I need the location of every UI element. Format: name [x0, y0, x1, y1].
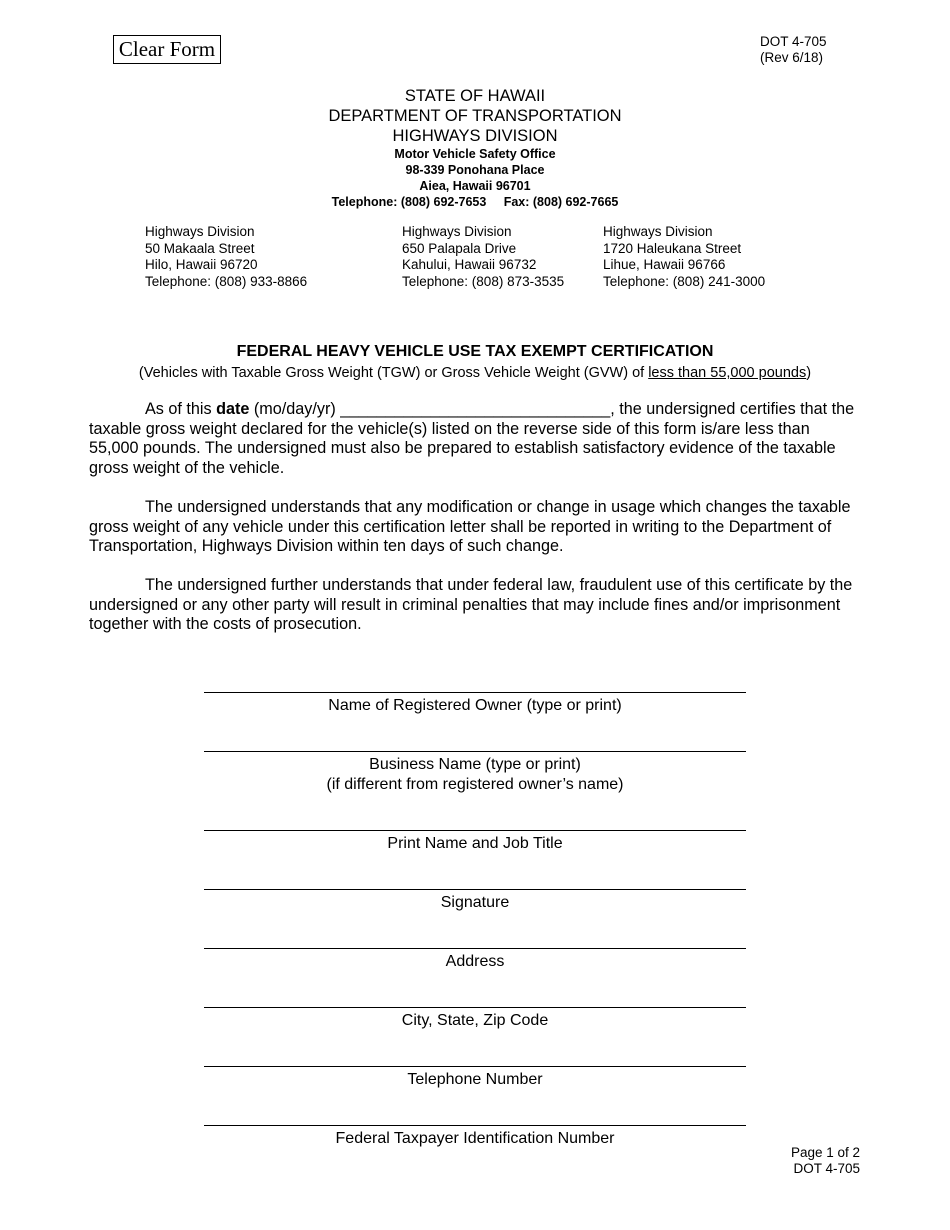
p1-body: (mo/day/yr) ______________________________, the undersigned certifies that the taxable gross weight declared for the vehicle(s) listed on the reverse side of this form is/are less than 55,000 pounds. The undersigned must also be prepared to establish satisfactory evidence of the taxable gross weight of the vehicle.	[89, 400, 855, 478]
office-street: 50 Makaala Street	[145, 240, 255, 256]
owner-name-label: Name of Registered Owner (type or print)	[328, 697, 622, 714]
header-phone-fax: Telephone: (808) 692-7653 Fax: (808) 692-7665	[331, 195, 619, 209]
address-label: Address	[445, 953, 505, 970]
office-name: Highways Division	[603, 224, 713, 239]
business-name-field[interactable]	[204, 751, 746, 795]
header-city: Aiea, Hawaii 96701	[419, 179, 531, 193]
p1-lead: As of this	[145, 400, 217, 418]
office-name: Highways Division	[402, 224, 512, 239]
page-number: Page 1 of 2	[790, 1145, 860, 1160]
agency-header	[0, 86, 950, 210]
certification-title: FEDERAL HEAVY VEHICLE USE TAX EXEMPT CERTIFICATION	[236, 343, 714, 360]
taxpayer-id-label: Federal Taxpayer Identification Number	[335, 1130, 615, 1147]
form-number-block	[760, 34, 827, 66]
certification-subtitle	[0, 363, 950, 383]
print-name-field[interactable]	[204, 830, 746, 854]
paragraph-certification	[89, 400, 861, 479]
taxpayer-id-field[interactable]	[204, 1125, 746, 1149]
paragraph-modification	[89, 498, 861, 557]
p2-body: The undersigned understands that any modification or change in usage which changes the taxable gross weight of any vehicle under this certification letter shall be reported in writing to the Department of Transportation, Highways Division within ten days of such change.	[89, 498, 851, 556]
p3-body: The undersigned further understands that under federal law, fraudulent use of this certificate by the undersigned or any other party will result in criminal penalties that may include fines and/or imprisonment together with the costs of prosecution.	[89, 576, 853, 634]
footer-form-number: DOT 4-705	[793, 1161, 860, 1176]
subtitle-weight-limit: less than 55,000 pounds	[648, 365, 807, 381]
telephone-label: Telephone Number	[407, 1071, 543, 1088]
subtitle-text: (Vehicles with Taxable Gross Weight (TGW) or Gross Vehicle Weight (GVW) of	[138, 365, 649, 381]
form-revision: (Rev 6/18)	[760, 50, 824, 65]
header-office: Motor Vehicle Safety Office	[394, 147, 556, 161]
city-state-zip-label: City, State, Zip Code	[401, 1012, 549, 1029]
office-phone: Telephone: (808) 873-3535	[402, 273, 565, 289]
paragraph-fraud	[89, 576, 861, 635]
business-name-note: (if different from registered owner’s name)	[326, 776, 624, 793]
office-lihue	[603, 224, 765, 290]
header-division: HIGHWAYS DIVISION	[392, 127, 558, 145]
telephone-field[interactable]	[204, 1066, 746, 1090]
certification-title-block	[0, 342, 950, 383]
form-number: DOT 4-705	[760, 34, 827, 49]
subtitle-close: )	[806, 365, 812, 381]
office-kahului	[402, 224, 564, 290]
print-name-label: Print Name and Job Title	[387, 835, 563, 852]
clear-form-button[interactable]: Clear Form	[113, 35, 221, 64]
office-city: Lihue, Hawaii 96766	[603, 257, 726, 272]
header-department: DEPARTMENT OF TRANSPORTATION	[328, 107, 622, 125]
office-street: 650 Palapala Drive	[402, 240, 517, 256]
page-footer	[760, 1145, 860, 1177]
address-field[interactable]	[204, 948, 746, 972]
business-name-label: Business Name (type or print)	[369, 756, 581, 773]
office-city: Kahului, Hawaii 96732	[402, 257, 537, 272]
header-street: 98-339 Ponohana Place	[405, 163, 545, 177]
signature-label: Signature	[440, 894, 510, 911]
owner-name-field[interactable]	[204, 692, 746, 716]
signature-field[interactable]	[204, 889, 746, 913]
office-hilo	[145, 224, 307, 290]
city-state-zip-field[interactable]	[204, 1007, 746, 1031]
office-phone: Telephone: (808) 933-8866	[145, 273, 308, 289]
office-phone: Telephone: (808) 241-3000	[603, 273, 766, 289]
header-state: STATE OF HAWAII	[404, 87, 546, 105]
office-city: Hilo, Hawaii 96720	[145, 257, 258, 272]
office-name: Highways Division	[145, 224, 255, 239]
p1-date-label: date	[216, 400, 250, 418]
office-street: 1720 Haleukana Street	[603, 240, 742, 256]
